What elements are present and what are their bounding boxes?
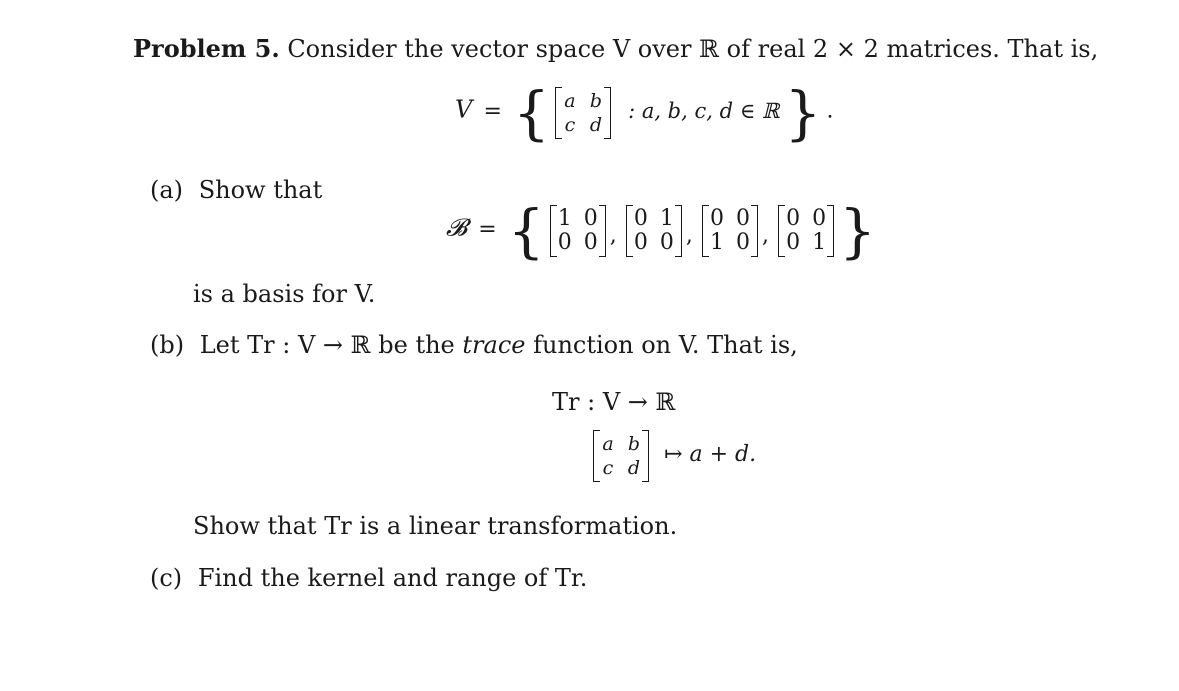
period: . [826, 98, 834, 124]
matrix-entry-a: a [602, 433, 614, 455]
entry: 0 [583, 206, 598, 231]
basis-definition [446, 197, 877, 265]
basis-matrix-1 [550, 205, 606, 257]
problem-intro: Consider the vector space V over ℝ of real 2 × 2 matrices. That is, [287, 35, 1099, 63]
basis-matrix-2 [626, 205, 682, 257]
general-matrix [555, 87, 611, 139]
problem-heading: Problem 5. [133, 34, 280, 63]
maps-to-expression: ↦ a + d. [664, 441, 757, 467]
vector-space-definition [455, 79, 834, 147]
part-b-text-after: function on V. That is, [533, 331, 798, 359]
entry: 0 [633, 206, 648, 231]
set-condition: : a, b, c, d ∈ ℝ [628, 98, 780, 123]
matrix-entry-c: c [602, 457, 614, 479]
entry: 0 [583, 230, 598, 255]
part-a-prompt [150, 176, 322, 204]
left-brace: { [507, 197, 545, 265]
part-c-prompt [150, 564, 587, 592]
comma: , [685, 222, 693, 248]
v-symbol: V [455, 95, 473, 124]
part-b-text-italic: trace [462, 331, 526, 359]
part-a-text: Show that [198, 176, 323, 204]
basis-symbol: 𝓑 [446, 213, 468, 242]
left-brace: { [512, 79, 550, 147]
entry: 0 [735, 206, 750, 231]
entry: 1 [709, 230, 724, 255]
entry: 0 [709, 206, 724, 231]
problem-statement [133, 34, 1098, 63]
entry: 0 [659, 230, 674, 255]
matrix-entry-d: d [627, 457, 641, 479]
entry: 0 [735, 230, 750, 255]
matrix-entry-b: b [627, 433, 641, 455]
part-c-text: Find the kernel and range of Tr. [197, 564, 588, 592]
part-a-conclusion: is a basis for V. [193, 280, 376, 308]
entry: 0 [786, 230, 801, 255]
right-brace: } [784, 79, 822, 147]
matrix-entry-d: d [589, 114, 603, 136]
entry: 1 [812, 230, 827, 255]
part-a-label: (a) [150, 176, 184, 204]
right-brace: } [839, 197, 877, 265]
entry: 0 [812, 206, 827, 231]
entry: 1 [557, 206, 572, 231]
matrix-entry-c: c [564, 114, 576, 136]
entry: 0 [786, 206, 801, 231]
basis-matrix-3 [702, 205, 758, 257]
part-b-text-before: Let Tr : V → ℝ be the [199, 331, 455, 359]
trace-map-signature: Tr : V → ℝ [552, 388, 676, 416]
part-b-task: Show that Tr is a linear transformation. [193, 512, 678, 540]
matrix-entry-a: a [564, 90, 576, 112]
basis-matrix-4 [778, 205, 834, 257]
comma: , [609, 222, 617, 248]
trace-map-rule [593, 430, 756, 482]
entry: 0 [557, 230, 572, 255]
part-c-label: (c) [150, 564, 183, 592]
equals-sign: = [478, 216, 497, 242]
matrix-entry-b: b [589, 90, 603, 112]
comma: , [761, 222, 769, 248]
part-b-label: (b) [150, 331, 185, 359]
equals-sign: = [483, 98, 502, 124]
entry: 0 [633, 230, 648, 255]
part-b-prompt [150, 331, 798, 359]
entry: 1 [659, 206, 674, 231]
trace-input-matrix [593, 430, 649, 482]
